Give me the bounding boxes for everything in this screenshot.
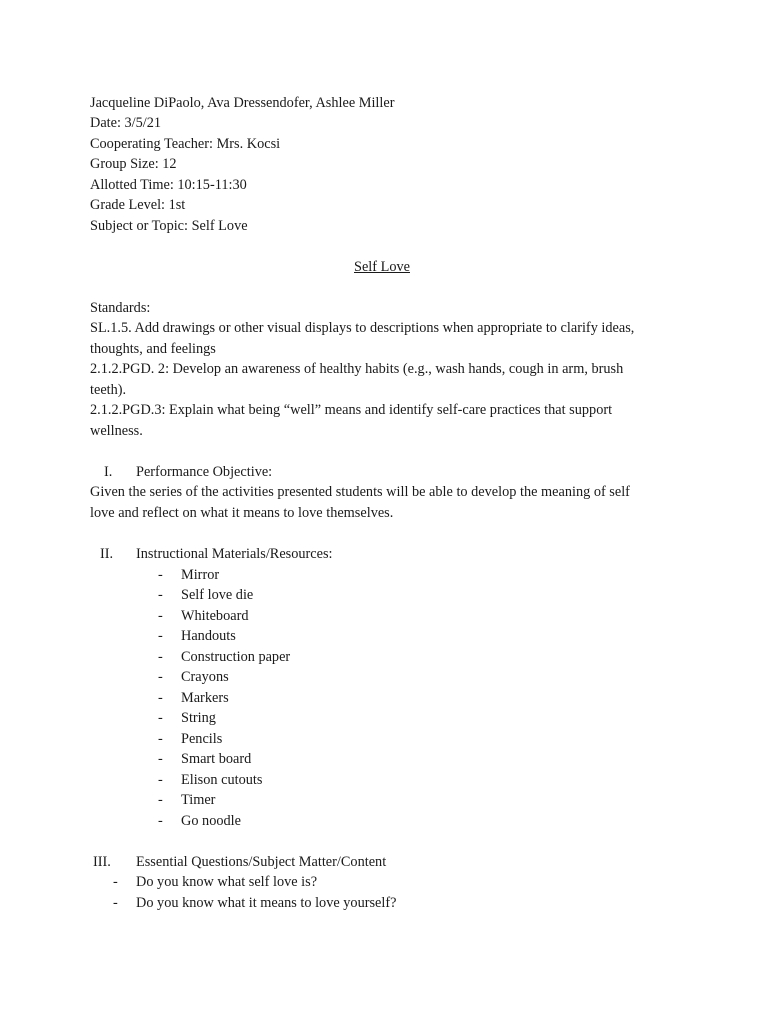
list-bullet: - — [158, 567, 163, 583]
list-bullet: - — [158, 731, 163, 747]
material-item: Timer — [181, 792, 216, 808]
material-item: Handouts — [181, 628, 236, 644]
standard-pgd2-line-1: 2.1.2.PGD. 2: Develop an awareness of healthy habits (e.g., wash hands, cough in arm, brush — [90, 361, 624, 377]
objective-line-2: love and reflect on what it means to love themselves. — [90, 505, 394, 521]
standard-pgd2-line-2: teeth). — [90, 382, 127, 398]
material-item: Pencils — [181, 731, 223, 747]
material-item: Mirror — [181, 567, 220, 583]
date-line: Date: 3/5/21 — [90, 115, 162, 131]
list-bullet: - — [158, 587, 163, 603]
list-bullet: - — [158, 628, 163, 644]
authors-line: Jacqueline DiPaolo, Ava Dressendofer, Ashlee Miller — [90, 95, 395, 111]
list-bullet: - — [158, 608, 163, 624]
list-bullet: - — [113, 874, 118, 890]
section-2-numeral: II. — [100, 546, 114, 562]
material-item: Elison cutouts — [181, 772, 263, 788]
list-bullet: - — [158, 710, 163, 726]
section-1-numeral: I. — [104, 464, 113, 480]
material-item: Whiteboard — [181, 608, 249, 624]
list-bullet: - — [158, 751, 163, 767]
standard-sl-line-2: thoughts, and feelings — [90, 341, 216, 357]
material-item: Crayons — [181, 669, 229, 685]
subject-line: Subject or Topic: Self Love — [90, 218, 248, 234]
section-2-heading: Instructional Materials/Resources: — [136, 546, 333, 562]
list-bullet: - — [158, 669, 163, 685]
document-title: Self Love — [354, 259, 410, 275]
question-item: Do you know what it means to love yourself? — [136, 895, 397, 911]
standard-pgd3-line-1: 2.1.2.PGD.3: Explain what being “well” means and identify self-care practices that support — [90, 402, 613, 418]
list-bullet: - — [158, 813, 163, 829]
material-item: Self love die — [181, 587, 254, 603]
objective-line-1: Given the series of the activities presented students will be able to develop the meaning of self — [90, 484, 630, 500]
material-item: Markers — [181, 690, 229, 706]
list-bullet: - — [158, 690, 163, 706]
standards-heading: Standards: — [90, 300, 151, 316]
material-item: Construction paper — [181, 649, 291, 665]
grade-level-line: Grade Level: 1st — [90, 197, 186, 213]
question-item: Do you know what self love is? — [136, 874, 318, 890]
material-item: Go noodle — [181, 813, 241, 829]
list-bullet: - — [158, 772, 163, 788]
list-bullet: - — [158, 649, 163, 665]
material-item: String — [181, 710, 216, 726]
section-3-heading: Essential Questions/Subject Matter/Content — [136, 854, 387, 870]
standard-pgd3-line-2: wellness. — [90, 423, 143, 439]
group-size-line: Group Size: 12 — [90, 156, 177, 172]
list-bullet: - — [158, 792, 163, 808]
list-bullet: - — [113, 895, 118, 911]
section-3-numeral: III. — [93, 854, 111, 870]
allotted-time-line: Allotted Time: 10:15-11:30 — [90, 177, 247, 193]
material-item: Smart board — [181, 751, 252, 767]
teacher-line: Cooperating Teacher: Mrs. Kocsi — [90, 136, 281, 152]
standard-sl-line-1: SL.1.5. Add drawings or other visual displays to descriptions when appropriate to clarify ideas, — [90, 320, 635, 336]
section-1-heading: Performance Objective: — [136, 464, 273, 480]
